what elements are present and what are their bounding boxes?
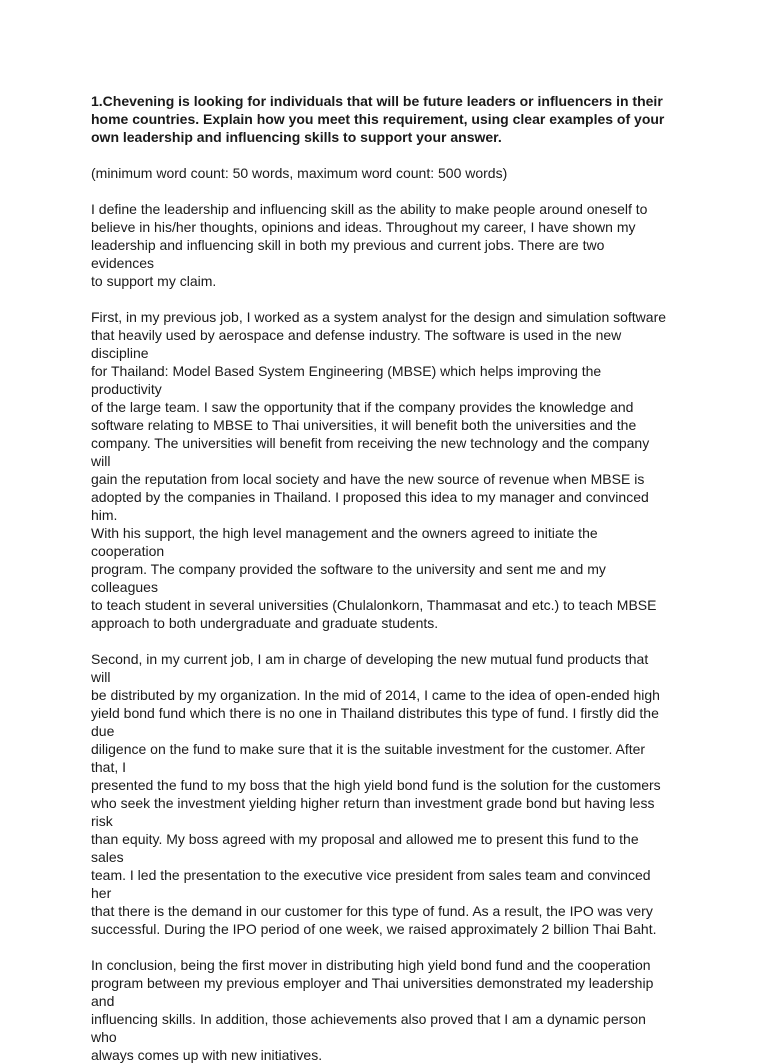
paragraph-current-job: Second, in my current job, I am in charge of developing the new mutual fund products that will be distributed by my organization. In the mid of 2014, I came to the idea of open-ended high yield bond fund which there is no one in Thailand distributes this type of fund. I firstly did the due diligence on the fund to make sure that it is the suitable investment for the customer. After that, I presented the fund to my boss that the high yield bond fund is the solution for the customers who seek the investment yielding higher return than investment grade bond but having less risk than equity. My boss agreed with my proposal and allowed me to present this fund to the sales team. I led the presentation to the executive vice president from sales team and convinced her that there is the demand in our customer for this type of fund. As a result, the IPO was very successful. During the IPO period of one week, we raised approximately 2 billion Thai Baht. (91, 651, 661, 937)
word-count-note: (minimum word count: 50 words, maximum word count: 500 words) (91, 165, 508, 181)
document-page (91, 92, 671, 1064)
question-heading: 1.Chevening is looking for individuals that will be future leaders or influencers in their home countries. Explain how you meet this requirement, using clear examples of your own leadership and influencing skills to support your answer. (91, 93, 665, 145)
paragraph-definition: I define the leadership and influencing skill as the ability to make people around oneself to believe in his/her thoughts, opinions and ideas. Throughout my career, I have shown my leadership and influencing skill in both my previous and current jobs. There are two evidences to support my claim. (91, 201, 648, 289)
paragraph-conclusion: In conclusion, being the first mover in distributing high yield bond fund and the cooperation program between my previous employer and Thai universities demonstrated my leadership and influencing skills. In addition, those achievements also proved that I am a dynamic person who always comes up with new initiatives. (91, 957, 654, 1063)
paragraph-previous-job: First, in my previous job, I worked as a system analyst for the design and simulation software that heavily used by aerospace and defense industry. The software is used in the new discipline for Thailand: Model Based System Engineering (MBSE) which helps improving the productivity of the large team. I saw the opportunity that if the company provides the knowledge and software relating to MBSE to Thai universities, it will benefit both the universities and the company. The universities will benefit from receiving the new technology and the company will gain the reputation from local society and have the new source of revenue when MBSE is adopted by the companies in Thailand. I proposed this idea to my manager and convinced him. With his support, the high level management and the owners agreed to initiate the cooperation program. The company provided the software to the university and sent me and my colleagues to teach student in several universities (Chulalonkorn, Thammasat and etc.) to teach MBSE approach to both undergraduate and graduate students. (91, 309, 667, 631)
